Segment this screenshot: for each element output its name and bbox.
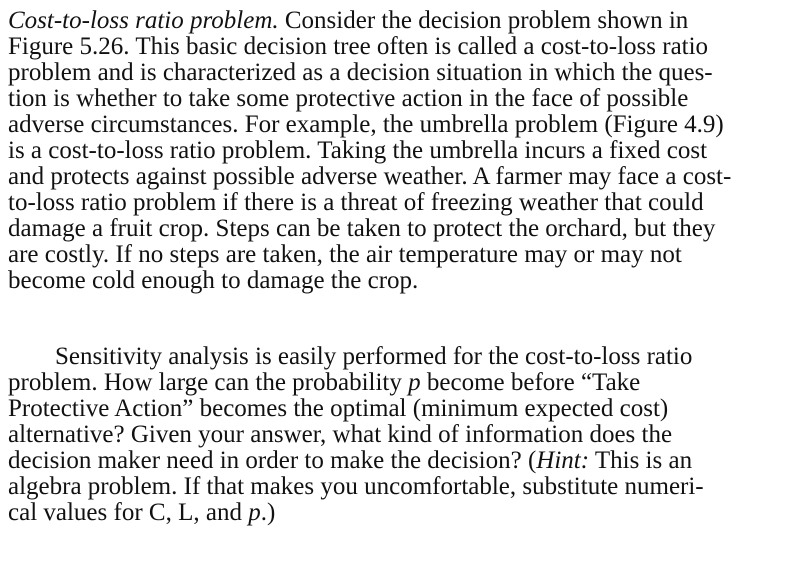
text-line: adverse circumstances. For example, the umbrella problem (Figure 4.9) bbox=[8, 111, 724, 138]
text-line: and protects against possible adverse weather. A farmer may face a cost- bbox=[8, 163, 732, 190]
text-line bbox=[0, 370, 808, 396]
text-line: tion is whether to take some protective action in the face of possible bbox=[8, 85, 689, 112]
text-segment: decision maker need in order to make the decision? ( bbox=[8, 447, 537, 474]
paragraph-cost-to-loss bbox=[0, 8, 808, 346]
hint-label: Hint: bbox=[536, 447, 590, 474]
variable-p: p bbox=[248, 499, 261, 526]
text-line bbox=[0, 500, 808, 526]
text-line: algebra problem. If that makes you uncomfortable, substitute numeri- bbox=[8, 473, 704, 500]
text-line: become cold enough to damage the crop. bbox=[8, 267, 419, 294]
text-segment: This is an bbox=[589, 447, 693, 474]
text-segment: become before “Take bbox=[420, 369, 641, 396]
text-line: are costly. If no steps are taken, the air temperature may or may not bbox=[8, 241, 682, 268]
text-segment: .) bbox=[260, 499, 276, 526]
text-line: damage a fruit crop. Steps can be taken to protect the orchard, but they bbox=[8, 215, 716, 242]
text-line: Protective Action” becomes the optimal (minimum expected cost) bbox=[8, 395, 669, 422]
text-line bbox=[0, 294, 808, 320]
text-line: Sensitivity analysis is easily performed for the cost-to-loss ratio bbox=[55, 343, 693, 370]
text-line: is a cost-to-loss ratio problem. Taking the umbrella incurs a fixed cost bbox=[8, 137, 708, 164]
text-line: alternative? Given your answer, what kind of information does the bbox=[8, 421, 673, 448]
text-line: problem and is characterized as a decision situation in which the ques- bbox=[8, 59, 713, 86]
text-line: to-loss ratio problem if there is a threat of freezing weather that could bbox=[8, 189, 704, 216]
text-segment: Consider the decision problem shown in bbox=[278, 7, 689, 34]
problem-title: Cost-to-loss ratio problem. bbox=[8, 7, 279, 34]
variable-p: p bbox=[408, 369, 421, 396]
text-segment: cal values for C, L, and bbox=[8, 499, 249, 526]
text-line: Figure 5.26. This basic decision tree often is called a cost-to-loss ratio bbox=[8, 33, 709, 60]
text-line bbox=[0, 8, 808, 34]
text-line bbox=[0, 448, 808, 474]
paragraph-sensitivity-analysis bbox=[0, 344, 808, 526]
text-segment: problem. How large can the probability bbox=[8, 369, 409, 396]
